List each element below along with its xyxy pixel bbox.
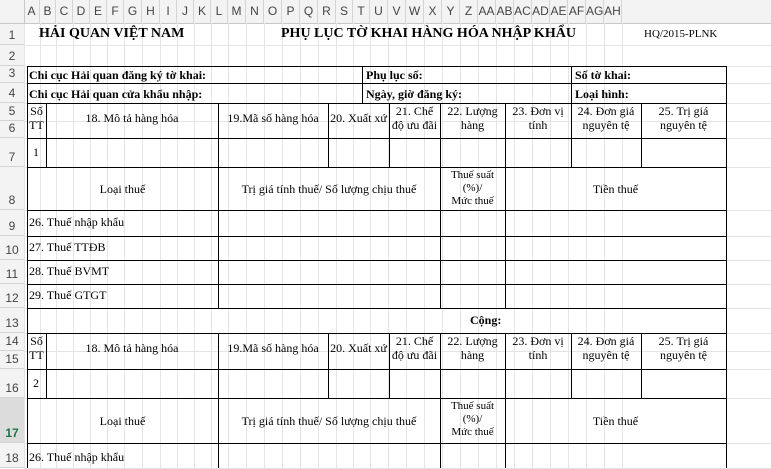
header-value-2: nguyên tệ [660, 348, 707, 362]
header-hs-code: 19.Mã số hàng hóa [227, 111, 319, 125]
column-header-ad[interactable]: AD [532, 0, 550, 23]
table-border-h [27, 83, 727, 84]
form-code: HQ/2015-PLNK [644, 28, 718, 40]
select-all-corner[interactable] [0, 0, 25, 24]
tax-header-rate-2: (%)/ [462, 182, 483, 194]
table-border-v [27, 398, 28, 468]
table-border-v [726, 333, 727, 369]
row-header-12[interactable]: 12 [0, 284, 24, 308]
table-border-v [27, 138, 28, 167]
column-header-m[interactable]: M [228, 0, 246, 23]
column-header-ac[interactable]: AC [514, 0, 532, 23]
header-no-tt: TT [29, 118, 44, 132]
tax-import-label: 26. Thuế nhập khẩu [29, 215, 125, 229]
gridline-vertical [353, 23, 354, 468]
column-header-g[interactable]: G [124, 0, 142, 23]
tax-header-amount: Tiền thuế [592, 182, 639, 196]
table-border-v [218, 398, 219, 468]
row-header-16[interactable]: 16 [0, 369, 24, 398]
column-header-r[interactable]: R [318, 0, 336, 23]
gridline-vertical [532, 23, 533, 468]
column-header-t[interactable]: T [353, 0, 370, 23]
header-preference-2: độ ưu đãi [391, 348, 438, 362]
header-hs-code: 19.Mã số hàng hóa [227, 341, 319, 355]
table-border-v [726, 167, 727, 308]
header-origin: 20. Xuất xứ [330, 341, 387, 355]
label-registration-datetime: Ngày, giờ đăng ký: [366, 87, 462, 101]
table-border-v [726, 308, 727, 333]
table-border-v [440, 369, 441, 398]
table-border-v [726, 398, 727, 468]
agency-name: HẢI QUAN VIỆT NAM [39, 26, 185, 41]
column-header-y[interactable]: Y [442, 0, 460, 23]
header-no-tt: TT [29, 348, 44, 362]
table-border-v [46, 138, 47, 167]
header-unit-price: 24. Đơn giá [577, 104, 635, 118]
table-border-v [328, 369, 329, 398]
column-header-x[interactable]: X [424, 0, 442, 23]
header-unit-price: 24. Đơn giá [577, 334, 635, 348]
gridline-vertical [336, 23, 337, 468]
column-header-p[interactable]: P [282, 0, 300, 23]
column-header-ab[interactable]: AB [496, 0, 514, 23]
tax-header-rate-3: Mức thuế [451, 426, 494, 438]
table-border-h [27, 66, 727, 67]
column-header-u[interactable]: U [370, 0, 388, 23]
column-header-ag[interactable]: AG [586, 0, 604, 23]
gridline-vertical [300, 23, 301, 468]
column-header-ae[interactable]: AE [550, 0, 568, 23]
label-declaration-number: Số tờ khai: [575, 68, 631, 82]
gridline-vertical [211, 23, 212, 468]
header-value-2: nguyên tệ [660, 118, 707, 132]
gridline-vertical [318, 23, 319, 468]
tax-header-type: Loại thuế [99, 414, 146, 428]
table-border-v [726, 66, 727, 103]
tax-header-rate: Thuế suất [450, 169, 495, 181]
column-header-a[interactable]: A [24, 0, 40, 23]
table-border-h [27, 398, 727, 399]
row-header-17[interactable]: 17 [0, 398, 24, 443]
table-border-v [440, 138, 441, 167]
header-unit: 23. Đơn vị [512, 104, 564, 118]
column-header-c[interactable]: C [56, 0, 73, 23]
header-quantity-2: hàng [460, 348, 485, 362]
tax-special-label: 27. Thuế TTĐB [29, 240, 106, 254]
gridline-vertical [24, 23, 25, 468]
row-header-18[interactable]: 18 [0, 443, 24, 468]
gridline-vertical [246, 23, 247, 468]
tax-header-amount: Tiền thuế [592, 414, 639, 428]
row-header-14[interactable]: 14 [0, 333, 24, 351]
row-header-5[interactable]: 5 [0, 103, 24, 121]
header-origin: 20. Xuất xứ [330, 111, 387, 125]
column-header-w[interactable]: W [406, 0, 424, 23]
column-header-q[interactable]: Q [300, 0, 318, 23]
header-no: Số [30, 334, 43, 348]
column-header-ah[interactable]: AH [604, 0, 622, 23]
table-border-h [27, 260, 727, 261]
column-header-i[interactable]: I [160, 0, 177, 23]
table-border-v [328, 138, 329, 167]
table-border-v [641, 369, 642, 398]
table-border-h [27, 210, 727, 211]
header-unit-price-2: nguyên tệ [582, 118, 630, 132]
column-header-z[interactable]: Z [460, 0, 478, 23]
table-border-h [27, 443, 727, 444]
tax-header-type: Loại thuế [99, 182, 146, 196]
row-header-2[interactable]: 2 [0, 45, 24, 66]
column-header-s[interactable]: S [336, 0, 353, 23]
gridline-vertical [282, 23, 283, 468]
label-appendix-number: Phụ lục số: [366, 68, 423, 82]
tax-vat-label: 29. Thuế GTGT [29, 288, 107, 302]
row-header-7[interactable]: 7 [0, 138, 24, 167]
tax-header-rate-3: Mức thuế [451, 195, 494, 207]
column-header-f[interactable]: F [107, 0, 124, 23]
header-preference: 21. Chế [395, 334, 434, 348]
table-border-v [362, 66, 363, 103]
column-header-b[interactable]: B [40, 0, 56, 23]
table-border-v [46, 369, 47, 398]
table-border-v [389, 138, 390, 167]
table-border-v [726, 138, 727, 167]
gridline-vertical [550, 23, 551, 468]
table-border-h [27, 308, 727, 309]
item-number-2: 2 [33, 376, 39, 390]
table-border-v [389, 369, 390, 398]
row-header-3[interactable]: 3 [0, 66, 24, 83]
column-header-o[interactable]: O [264, 0, 282, 23]
table-border-v [218, 138, 219, 167]
table-border-v [27, 369, 28, 398]
table-border-v [571, 369, 572, 398]
row-header-15[interactable]: 15 [0, 351, 24, 369]
header-description: 18. Mô tả hàng hóa [85, 341, 179, 355]
label-declaration-type: Loại hình: [575, 87, 629, 101]
table-border-v [27, 66, 28, 103]
header-preference: 21. Chế [395, 104, 434, 118]
column-header-j[interactable]: J [177, 0, 194, 23]
gridline-vertical [568, 23, 569, 468]
table-border-v [218, 369, 219, 398]
column-header-h[interactable]: H [142, 0, 160, 23]
header-unit-price-2: nguyên tệ [582, 348, 630, 362]
table-border-v [505, 369, 506, 398]
item-number-1: 1 [33, 145, 39, 159]
table-border-h [27, 236, 727, 237]
table-border-v [571, 138, 572, 167]
table-border-v [27, 308, 28, 333]
row-header-1[interactable]: 1 [0, 23, 24, 45]
tax-header-rate: Thuế suất [450, 400, 495, 412]
column-header-e[interactable]: E [90, 0, 107, 23]
total-label: Cộng: [470, 313, 502, 327]
form-title: PHỤ LỤC TỜ KHAI HÀNG HÓA NHẬP KHẨU [281, 26, 576, 41]
header-value: 25. Trị giá [658, 104, 709, 118]
row-header-13[interactable]: 13 [0, 308, 24, 333]
row-header-4[interactable]: 4 [0, 83, 24, 103]
column-header-n[interactable]: N [246, 0, 264, 23]
tax-header-base: Trị giá tính thuế/ Số lượng chịu thuế [241, 182, 417, 196]
gridline-horizontal [24, 45, 771, 46]
column-header-v[interactable]: V [388, 0, 406, 23]
header-value: 25. Trị giá [658, 334, 709, 348]
header-quantity: 22. Lượng [447, 334, 498, 348]
table-border-h [27, 138, 727, 139]
column-header-af[interactable]: AF [568, 0, 586, 23]
tax-header-rate-2: (%)/ [462, 413, 483, 425]
table-border-v [641, 138, 642, 167]
row-header-9[interactable]: 9 [0, 210, 24, 236]
table-border-v [726, 369, 727, 398]
gridline-vertical [514, 23, 515, 468]
column-header-d[interactable]: D [73, 0, 90, 23]
tax-import-label-2: 26. Thuế nhập khẩu [29, 450, 125, 464]
table-border-h [27, 369, 727, 370]
header-no: Số [30, 104, 43, 118]
label-entry-customs: Chi cục Hải quan cửa khẩu nhập: [29, 87, 203, 101]
table-border-v [505, 138, 506, 167]
header-unit-2: tính [528, 118, 548, 132]
gridline-vertical [264, 23, 265, 468]
header-quantity-2: hàng [460, 118, 485, 132]
table-border-v [726, 103, 727, 138]
table-border-h [27, 284, 727, 285]
header-quantity: 22. Lượng [447, 104, 498, 118]
header-preference-2: độ ưu đãi [391, 118, 438, 132]
tax-header-base: Trị giá tính thuế/ Số lượng chịu thuế [241, 414, 417, 428]
label-registering-customs: Chi cục Hải quan đăng ký tờ khai: [29, 68, 207, 82]
column-header-aa[interactable]: AA [478, 0, 496, 23]
header-description: 18. Mô tả hàng hóa [85, 111, 179, 125]
table-border-h [27, 167, 727, 168]
row-header-6[interactable]: 6 [0, 121, 24, 138]
row-header-10[interactable]: 10 [0, 236, 24, 260]
table-border-v [505, 398, 506, 468]
gridline-vertical [228, 23, 229, 468]
header-unit-2: tính [528, 348, 548, 362]
row-header-11[interactable]: 11 [0, 260, 24, 284]
column-header-l[interactable]: L [211, 0, 228, 23]
header-unit: 23. Đơn vị [512, 334, 564, 348]
row-header-8[interactable]: 8 [0, 167, 24, 210]
column-header-k[interactable]: K [194, 0, 211, 23]
tax-environment-label: 28. Thuế BVMT [29, 264, 110, 278]
table-border-v [571, 66, 572, 103]
